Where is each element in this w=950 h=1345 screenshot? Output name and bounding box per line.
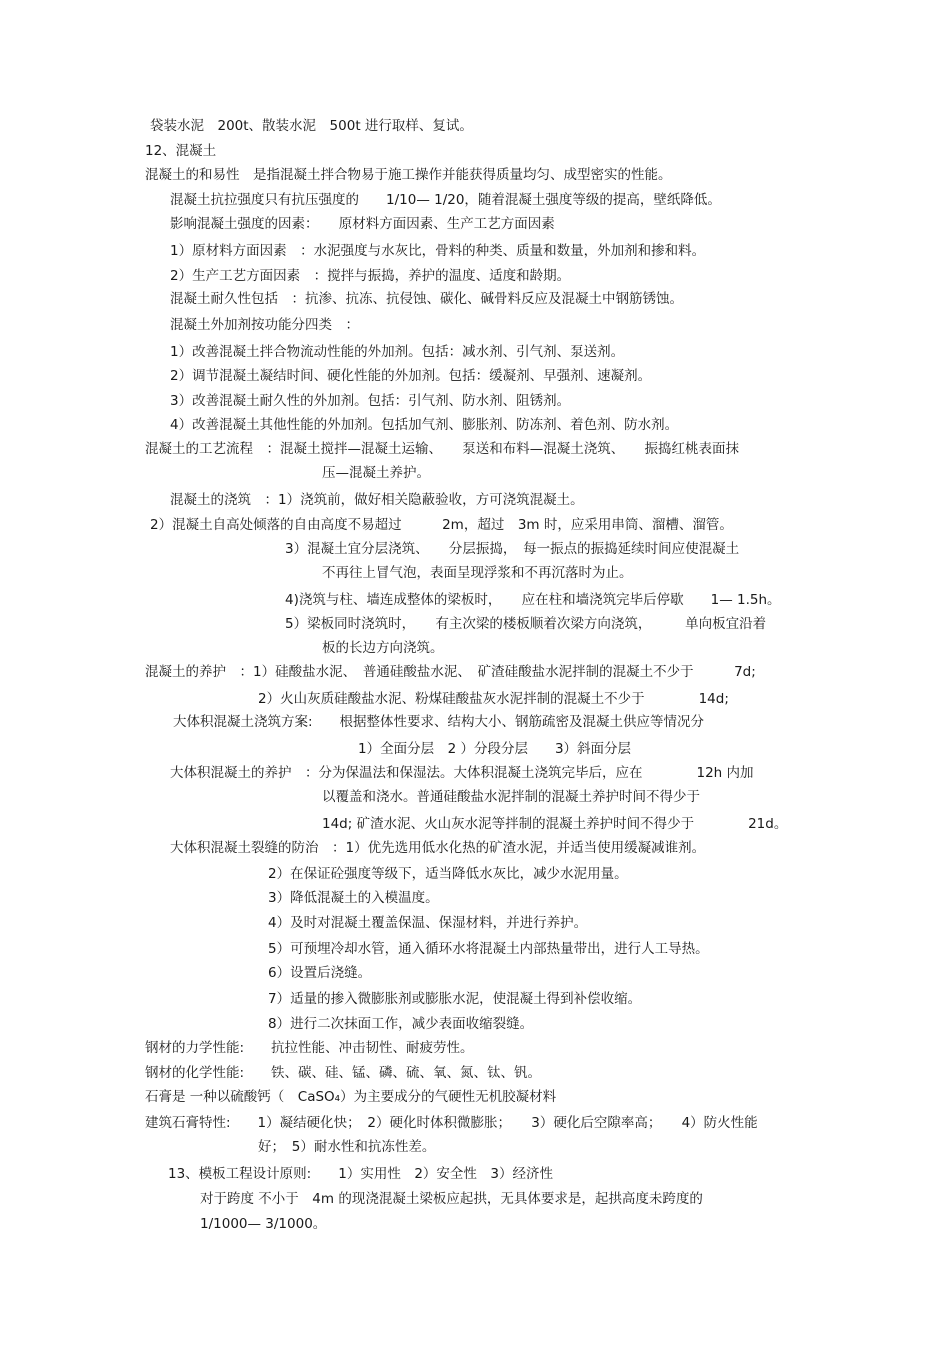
text-line: 3）改善混凝土耐久性的外加剂。包括：引气剂、防水剂、阻锈剂。 [170, 393, 571, 409]
text-line: 影响混凝土强度的因素： 原材料方面因素、生产工艺方面因素 [170, 216, 555, 232]
text-line: 4)浇筑与柱、墙连成整体的梁板时， 应在柱和墙浇筑完毕后停歇 1— 1.5h。 [285, 592, 781, 608]
text-line: 混凝土耐久性包括 ：抗渗、抗冻、抗侵蚀、碳化、碱骨料反应及混凝土中钢筋锈蚀。 [170, 291, 683, 307]
text-line: 混凝土的养护 ：1）硅酸盐水泥、 普通硅酸盐水泥、 矿渣硅酸盐水泥拌制的混凝土不少于 7d; [145, 664, 756, 680]
text-line: 不再往上冒气泡，表面呈现浮浆和不再沉落时为止。 [322, 565, 633, 581]
text-line: 5）可预埋冷却水管，通入循环水将混凝土内部热量带出，进行人工导热。 [268, 941, 709, 957]
text-line: 4）及时对混凝土覆盖保温、保湿材料，并进行养护。 [268, 915, 588, 931]
section-heading: 13、模板工程设计原则: 1）实用性 2）安全性 3）经济性 [168, 1166, 553, 1182]
text-line: 2）混凝土自高处倾落的自由高度不易超过 2m，超过 3m 时，应采用串筒、溜槽、溜管。 [150, 517, 733, 533]
text-line: 4）改善混凝土其他性能的外加剂。包括加气剂、膨胀剂、防冻剂、着色剂、防水剂。 [170, 417, 679, 433]
text-line: 混凝土的和易性 是指混凝土拌合物易于施工操作并能获得质量均匀、成型密实的性能。 [145, 167, 672, 183]
text-line: 1/1000— 3/1000。 [200, 1216, 327, 1232]
text-line: 2）火山灰质硅酸盐水泥、粉煤硅酸盐灰水泥拌制的混凝土不少于 14d; [258, 691, 729, 707]
text-line: 1）全面分层 2 ）分段分层 3）斜面分层 [358, 741, 632, 757]
text-line: 1）改善混凝土拌合物流动性能的外加剂。包括：减水剂、引气剂、泵送剂。 [170, 344, 625, 360]
text-line: 3）降低混凝土的入模温度。 [268, 890, 439, 906]
text-line: 石膏是 一种以硫酸钙（ CaSO₄）为主要成分的气硬性无机胶凝材料 [145, 1089, 557, 1105]
text-line: 2）调节混凝土凝结时间、硬化性能的外加剂。包括：缓凝剂、早强剂、速凝剂。 [170, 368, 652, 384]
text-line: 钢材的化学性能: 铁、碳、硅、锰、磷、硫、氧、氮、钛、钒。 [145, 1065, 542, 1081]
text-line: 大体积混凝土裂缝的防治 ：1）优先选用低水化热的矿渣水泥，并适当使用缓凝减谁剂。 [170, 840, 706, 856]
text-line: 7）适量的掺入微膨胀剂或膨胀水泥，使混凝土得到补偿收缩。 [268, 991, 642, 1007]
text-line: 以覆盖和浇水。普通硅酸盐水泥拌制的混凝土养护时间不得少于 [322, 789, 700, 805]
text-line: 混凝土外加剂按功能分四类 ： [170, 317, 359, 333]
text-line: 1）原材料方面因素 ：水泥强度与水灰比，骨料的种类、质量和数量，外加剂和掺和料。 [170, 243, 706, 259]
text-line: 大体积混凝土的养护 ：分为保温法和保湿法。大体积混凝土浇筑完毕后，应在 12h 内加 [170, 765, 754, 781]
text-line: 5）梁板同时浇筑时， 有主次梁的楼板顺着次梁方向浇筑， 单向板宜沿着 [285, 616, 767, 632]
text-line: 大体积混凝土浇筑方案: 根据整体性要求、结构大小、钢筋疏密及混凝土供应等情况分 [173, 714, 705, 730]
text-line: 压—混凝土养护。 [322, 465, 430, 481]
text-line: 对于跨度 不小于 4m 的现浇混凝土梁板应起拱，无具体要求是，起拱高度未跨度的 [200, 1191, 703, 1207]
text-line: 板的长边方向浇筑。 [322, 640, 444, 656]
text-line: 钢材的力学性能: 抗拉性能、冲击韧性、耐疲劳性。 [145, 1040, 474, 1056]
text-line: 混凝土的浇筑 ：1）浇筑前，做好相关隐蔽验收，方可浇筑混凝土。 [170, 492, 584, 508]
text-line: 6）设置后浇缝。 [268, 965, 372, 981]
text-line: 2）在保证砼强度等级下，适当降低水灰比，减少水泥用量。 [268, 866, 628, 882]
text-line: 2）生产工艺方面因素 ：搅拌与振捣，养护的温度、适度和龄期。 [170, 268, 571, 284]
text-line: 混凝土的工艺流程 ：混凝土搅拌—混凝土运输、 泵送和布料—混凝土浇筑、 振捣红桃表面抹 [145, 441, 739, 457]
text-line: 3）混凝土宜分层浇筑、 分层振捣， 每一振点的振捣延续时间应使混凝土 [285, 541, 740, 557]
text-line: 8）进行二次抹面工作，减少表面收缩裂缝。 [268, 1016, 534, 1032]
text-line: 14d; 矿渣水泥、火山灰水泥等拌制的混凝土养护时间不得少于 21d。 [322, 816, 788, 832]
section-heading: 12、混凝土 [145, 143, 217, 159]
text-line: 袋装水泥 200t、散装水泥 500t 进行取样、复试。 [150, 118, 473, 134]
text-line: 好； 5）耐水性和抗冻性差。 [258, 1139, 436, 1155]
text-line: 建筑石膏特性: 1）凝结硬化快； 2）硬化时体积微膨胀； 3）硬化后空隙率高； 4）防火性能 [145, 1115, 758, 1131]
text-line: 混凝土抗拉强度只有抗压强度的 1/10— 1/20，随着混凝土强度等级的提高，壁纸降低。 [170, 192, 721, 208]
